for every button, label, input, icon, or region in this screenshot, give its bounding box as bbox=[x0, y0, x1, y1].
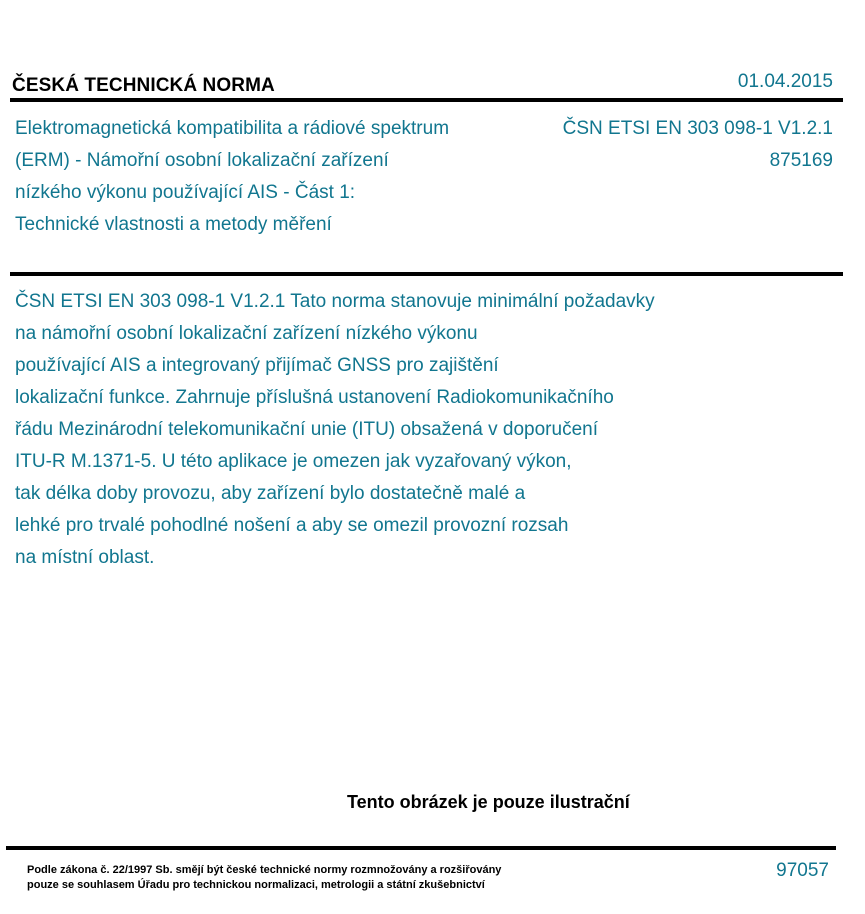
document-title-line: Elektromagnetická kompatibilita a rádiové spektrum bbox=[15, 118, 450, 139]
title-divider bbox=[10, 272, 843, 276]
abstract-text bbox=[15, 286, 795, 574]
abstract-line: na místní oblast. bbox=[15, 547, 155, 568]
catalog-number: 875169 bbox=[769, 150, 833, 171]
footer-divider bbox=[6, 846, 836, 850]
publication-date: 01.04.2015 bbox=[737, 71, 833, 92]
document-title-line: nízkého výkonu používající AIS - Část 1: bbox=[15, 182, 356, 203]
abstract-line: lokalizační funkce. Zahrnuje příslušná ustanovení Radiokomunikačního bbox=[15, 387, 614, 408]
standard-code: ČSN ETSI EN 303 098-1 V1.2.1 bbox=[562, 118, 833, 139]
header-title: ČESKÁ TECHNICKÁ NORMA bbox=[12, 75, 275, 96]
document-number: 97057 bbox=[776, 860, 829, 881]
abstract-line: ITU-R M.1371-5. U této aplikace je omezen jak vyzařovaný výkon, bbox=[15, 451, 572, 472]
header-divider bbox=[10, 98, 843, 102]
legal-note bbox=[27, 863, 501, 893]
abstract-line: řádu Mezinárodní telekomunikační unie (ITU) obsažená v doporučení bbox=[15, 419, 598, 440]
abstract-line: tak délka doby provozu, aby zařízení bylo dostatečně malé a bbox=[15, 483, 526, 504]
document-title bbox=[15, 113, 525, 241]
legal-note-line: pouze se souhlasem Úřadu pro technickou normalizaci, metrologii a státní zkušebnictví bbox=[27, 879, 485, 891]
document-code-block bbox=[563, 113, 833, 177]
abstract-line: na námořní osobní lokalizační zařízení nízkého výkonu bbox=[15, 323, 478, 344]
abstract-line: používající AIS a integrovaný přijímač GNSS pro zajištění bbox=[15, 355, 499, 376]
illustration-note: Tento obrázek je pouze ilustrační bbox=[347, 792, 630, 812]
document-title-line: Technické vlastnosti a metody měření bbox=[15, 214, 332, 235]
legal-note-line: Podle zákona č. 22/1997 Sb. smějí být české technické normy rozmnožovány a rozšiřovány bbox=[27, 864, 502, 876]
abstract-line: lehké pro trvalé pohodlné nošení a aby se omezil provozní rozsah bbox=[15, 515, 569, 536]
abstract-line: ČSN ETSI EN 303 098-1 V1.2.1 Tato norma stanovuje minimální požadavky bbox=[15, 291, 655, 312]
document-title-line: (ERM) - Námořní osobní lokalizační zařízení bbox=[15, 150, 389, 171]
